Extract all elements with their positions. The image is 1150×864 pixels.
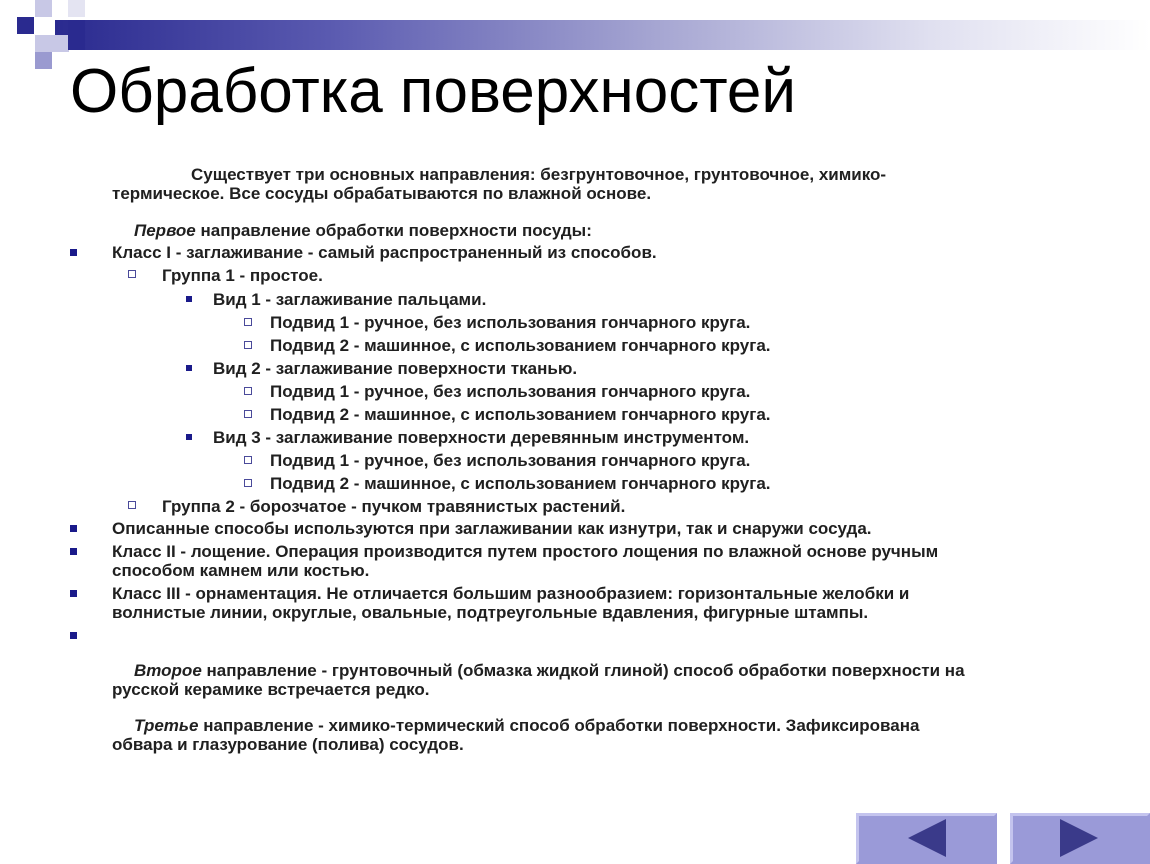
list-item-vid2: Вид 2 - заглаживание поверхности тканью. <box>213 359 578 378</box>
hollow-bullet-icon <box>128 270 136 278</box>
second-direction-line1 <box>134 661 965 680</box>
bullet-icon <box>70 632 77 639</box>
arrow-right-icon <box>1010 813 1150 864</box>
list-item-vid2-sub2: Подвид 2 - машинное, с использованием гончарного круга. <box>270 405 771 424</box>
list-item-vid1: Вид 1 - заглаживание пальцами. <box>213 290 487 309</box>
third-direction-line2: обвара и глазурование (полива) сосудов. <box>112 735 464 754</box>
first-direction-em: Первое <box>134 221 196 240</box>
hollow-bullet-icon <box>244 341 252 349</box>
bullet-icon <box>186 365 192 371</box>
arrow-left-icon <box>856 813 997 864</box>
slide-title: Обработка поверхностей <box>70 57 797 126</box>
list-item-vid1-sub1: Подвид 1 - ручное, без использования гончарного круга. <box>270 313 751 332</box>
prev-slide-button[interactable] <box>856 813 997 864</box>
hollow-bullet-icon <box>128 501 136 509</box>
second-direction-text: направление - грунтовочный (обмазка жидкой глиной) способ обработки поверхности на <box>201 661 965 680</box>
bullet-icon <box>186 296 192 302</box>
list-item-described: Описанные способы используются при заглаживании как изнутри, так и снаружи сосуда. <box>112 519 872 538</box>
third-direction-text: направление - химико-термический способ обработки поверхности. Зафиксирована <box>198 716 920 735</box>
hollow-bullet-icon <box>244 456 252 464</box>
second-direction-em: Второе <box>134 661 202 680</box>
third-direction-line1 <box>134 716 919 735</box>
bullet-icon <box>186 434 192 440</box>
third-direction-em: Третье <box>134 716 199 735</box>
list-item-class1: Класс I - заглаживание - самый распространенный из способов. <box>112 243 657 262</box>
list-item-class3-line1: Класс III - орнаментация. Не отличается большим разнообразием: горизонтальные желобки и <box>112 584 910 603</box>
first-direction-text: направление обработки поверхности посуды: <box>195 221 592 240</box>
hollow-bullet-icon <box>244 410 252 418</box>
first-direction <box>134 221 592 240</box>
bullet-icon <box>70 548 77 555</box>
bullet-icon <box>70 590 77 597</box>
list-item-class2-line1: Класс II - лощение. Операция производится путем простого лощения по влажной основе ручным <box>112 542 939 561</box>
bullet-icon <box>70 249 77 256</box>
list-item-vid3: Вид 3 - заглаживание поверхности деревянным инструментом. <box>213 428 750 447</box>
list-item-group2: Группа 2 - борозчатое - пучком травянистых растений. <box>162 497 626 516</box>
hollow-bullet-icon <box>244 387 252 395</box>
intro-line-1: Существует три основных направления: безгрунтовочное, грунтовочное, химико- <box>191 165 887 184</box>
hollow-bullet-icon <box>244 318 252 326</box>
list-item-vid3-sub2: Подвид 2 - машинное, с использованием гончарного круга. <box>270 474 771 493</box>
list-item-class3-line2: волнистые линии, округлые, овальные, подтреугольные вдавления, фигурные штампы. <box>112 603 869 622</box>
second-direction-line2: русской керамике встречается редко. <box>112 680 430 699</box>
next-slide-button[interactable] <box>1010 813 1150 864</box>
list-item-vid1-sub2: Подвид 2 - машинное, с использованием гончарного круга. <box>270 336 771 355</box>
list-item-vid3-sub1: Подвид 1 - ручное, без использования гончарного круга. <box>270 451 751 470</box>
intro-line-2: термическое. Все сосуды обрабатываются по влажной основе. <box>112 184 652 203</box>
list-item-class2-line2: способом камнем или костью. <box>112 561 370 580</box>
hollow-bullet-icon <box>244 479 252 487</box>
list-item-vid2-sub1: Подвид 1 - ручное, без использования гончарного круга. <box>270 382 751 401</box>
list-item-group1: Группа 1 - простое. <box>162 266 323 285</box>
bullet-icon <box>70 525 77 532</box>
